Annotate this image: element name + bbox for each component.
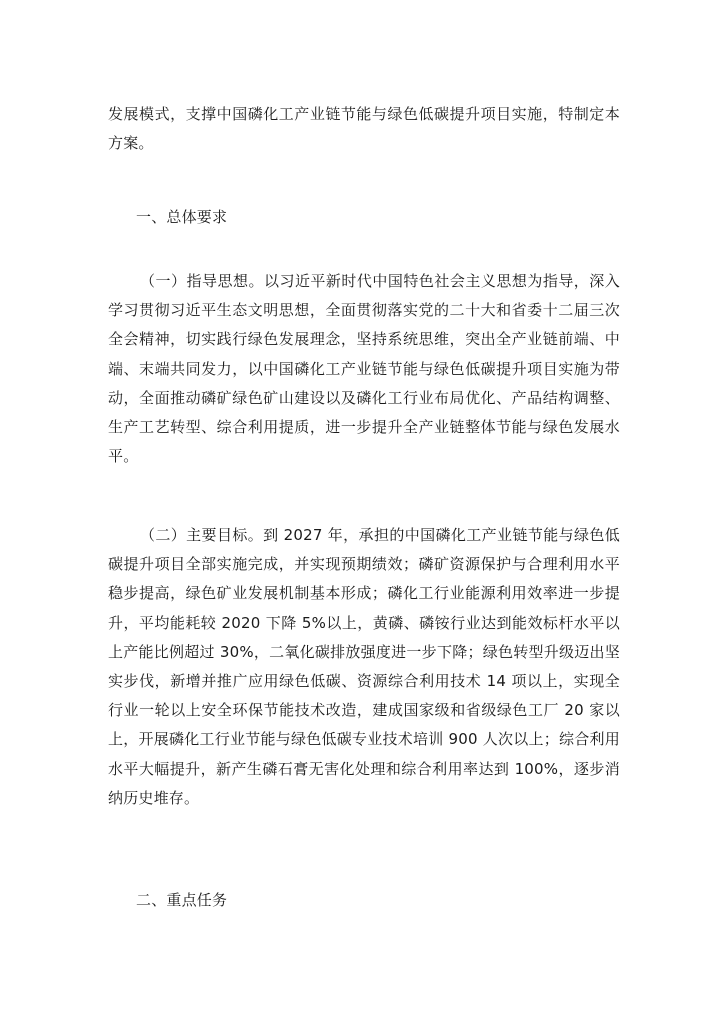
guiding-ideology-paragraph xyxy=(108,267,620,471)
guiding-ideology-lead: （一）指导思想。 xyxy=(140,272,264,290)
section-two-heading: 二、重点任务 xyxy=(136,891,228,909)
intro-paragraph: 发展模式，支撑中国磷化工产业链节能与绿色低碳提升项目实施，特制定本方案。 xyxy=(108,105,620,153)
main-goals-lead: （二）主要目标。 xyxy=(140,526,264,544)
main-goals-body: 到 2027 年，承担的中国磷化工产业链节能与绿色低碳提升项目全部实施完成，并实现预期绩效；磷矿资源保护与合理利用水平稳步提高，绿色矿业发展机制基本形成；磷化工行业能源利用效率进一步提升，平均能耗较 2020 下降 5%以上，黄磷、磷铵行业达到能效标杆水平以上产能比例超过 30%，二氧化碳排放强度进一步下降；绿色转型升级迈出坚实步伐，新增并推广应用绿色低碳、资源综合利用技术 14 项以上，实现全行业一轮以上安全环保节能技术改造，建成国家级和省级绿色工厂 20 家以上，开展磷化工行业节能与绿色低碳专业技术培训 900 人次以上；综合利用水平大幅提升，新产生磷石膏无害化处理和综合利用率达到 100%，逐步消纳历史堆存。 xyxy=(108,526,620,807)
section-one-heading: 一、总体要求 xyxy=(136,208,228,226)
guiding-ideology-body: 以习近平新时代中国特色社会主义思想为指导，深入学习贯彻习近平生态文明思想，全面贯彻落实党的二十大和省委十二届三次全会精神，切实践行绿色发展理念，坚持系统思维，突出全产业链前端、中端、末端共同发力，以中国磷化工产业链节能与绿色低碳提升项目实施为带动，全面推动磷矿绿色矿山建设以及磷化工行业布局优化、产品结构调整、生产工艺转型、综合利用提质，进一步提升全产业链整体节能与绿色发展水平。 xyxy=(108,272,620,466)
main-goals-paragraph xyxy=(108,521,620,813)
